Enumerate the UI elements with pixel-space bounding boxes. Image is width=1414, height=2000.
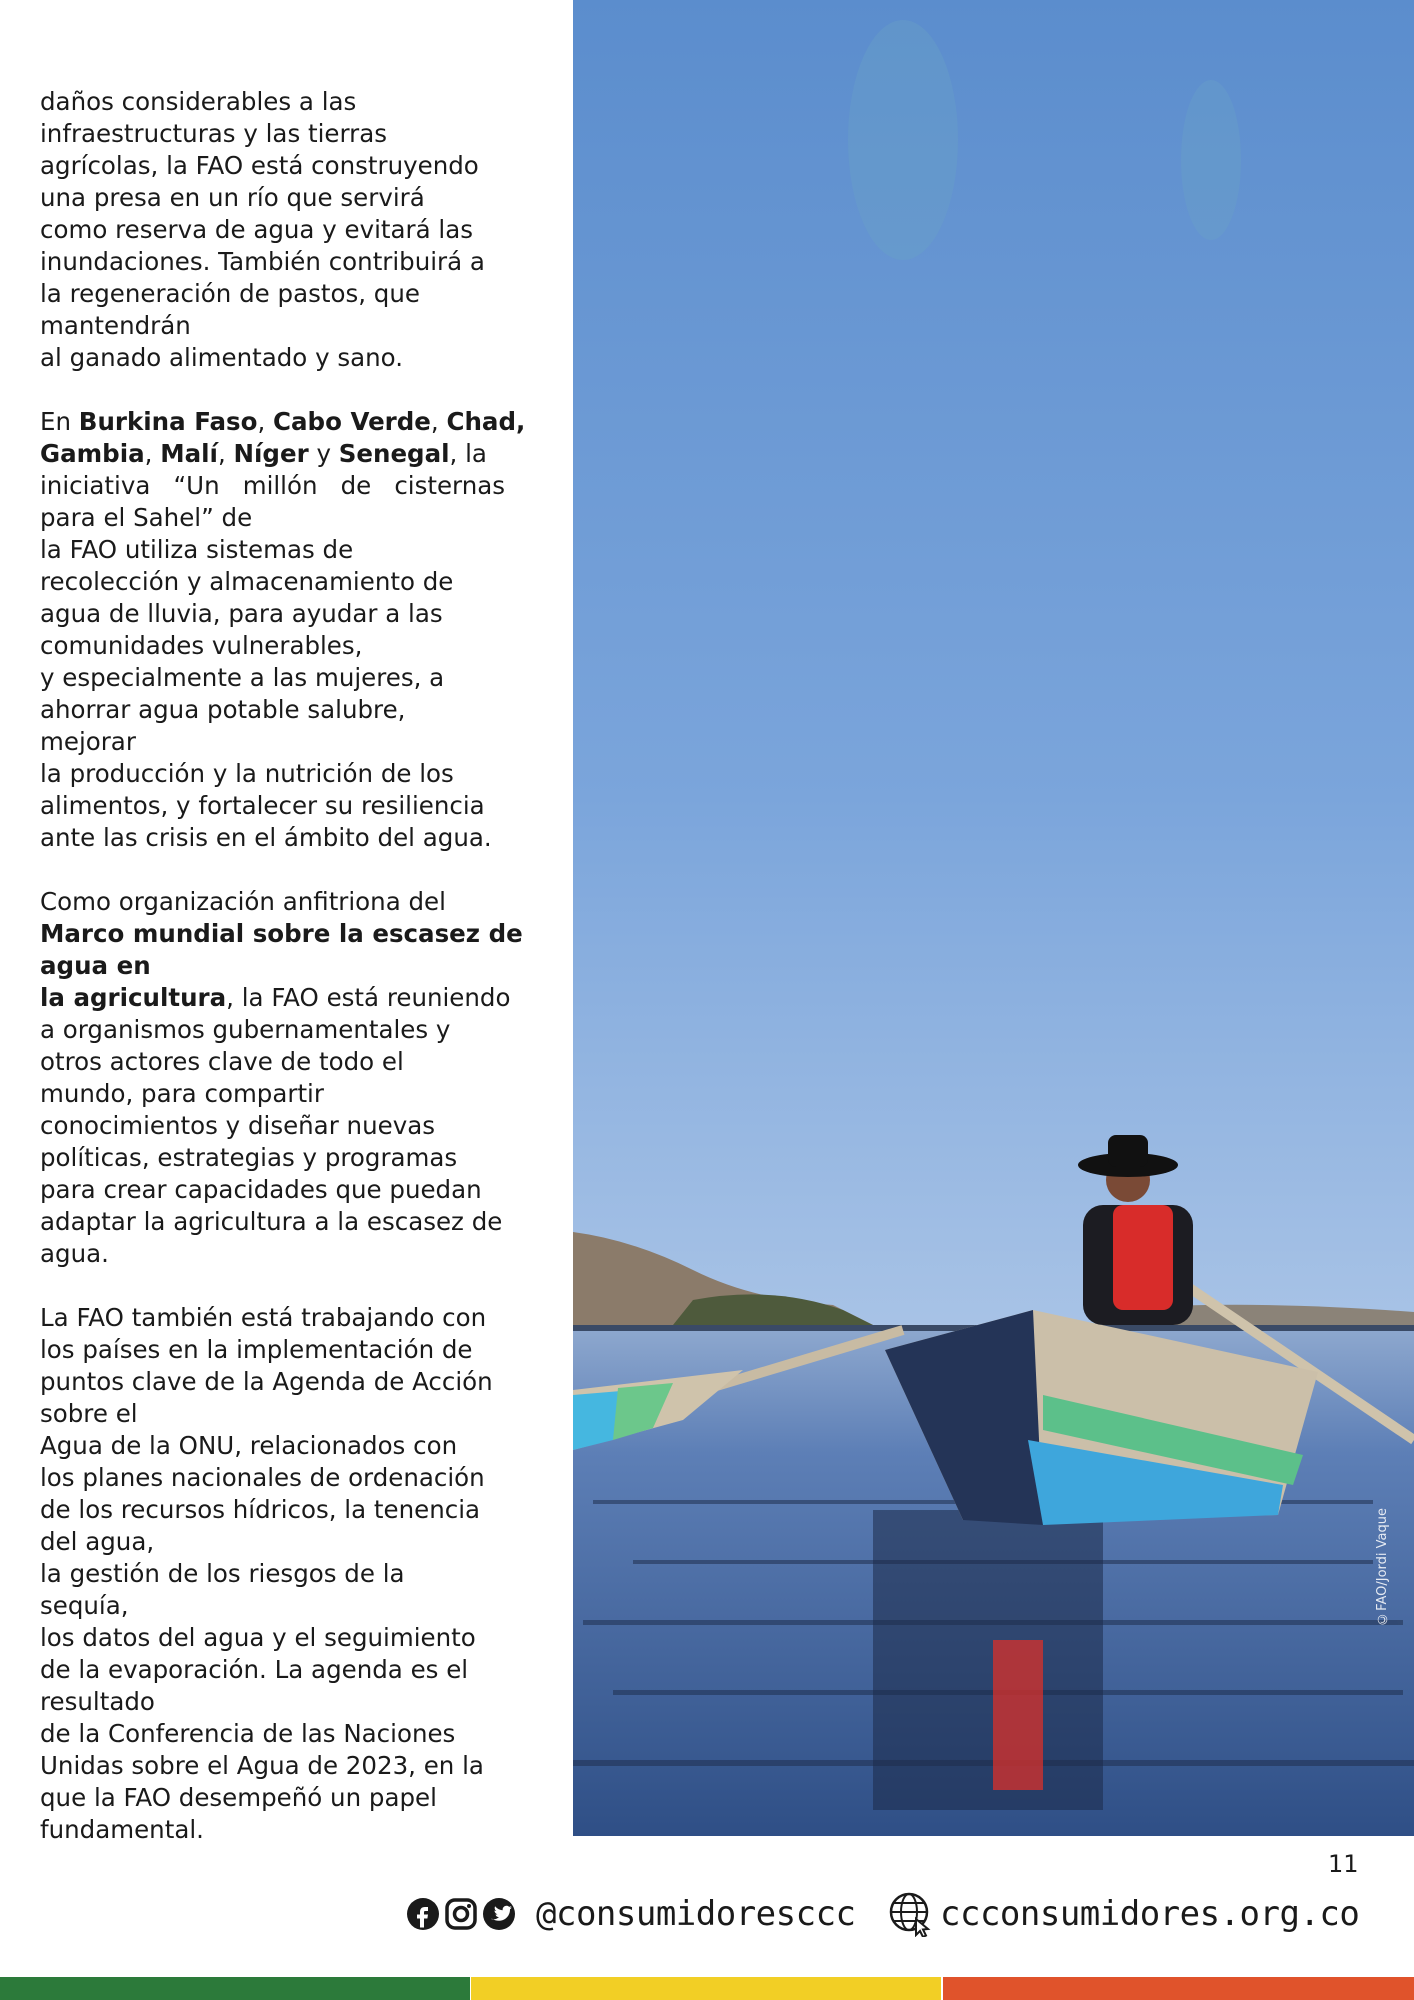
- bold-text: Cabo Verde: [273, 407, 431, 436]
- globe-cursor-icon[interactable]: [888, 1891, 934, 1937]
- text-run: iniciativa “Un millón de cisternas: [40, 471, 505, 500]
- text-line: [40, 86, 505, 118]
- text-run: daños considerables a las: [40, 87, 357, 116]
- lake-boat-photo: [573, 0, 1414, 1836]
- text-line: [40, 1782, 505, 1814]
- text-run: adaptar la agricultura a la escasez de: [40, 1207, 503, 1236]
- bold-text: agua en: [40, 951, 151, 980]
- text-run: resultado: [40, 1687, 155, 1716]
- text-run: ,: [144, 439, 161, 468]
- bold-text: Marco mundial sobre la escasez de: [40, 919, 523, 948]
- text-run: Agua de la ONU, relacionados con: [40, 1431, 458, 1460]
- text-run: inundaciones. También contribuirá a: [40, 247, 485, 276]
- text-run: políticas, estrategias y programas: [40, 1143, 458, 1172]
- twitter-icon[interactable]: [482, 1897, 516, 1931]
- bold-text: Malí: [160, 439, 218, 468]
- text-run: comunidades vulnerables,: [40, 631, 363, 660]
- text-line: [40, 534, 505, 566]
- text-line: [40, 566, 505, 598]
- text-run: ,: [430, 407, 447, 436]
- photo-illustration: [573, 0, 1414, 1836]
- text-run: ahorrar agua potable salubre,: [40, 695, 406, 724]
- text-run: infraestructuras y las tierras: [40, 119, 387, 148]
- text-line: [40, 342, 505, 374]
- bold-text: Chad,: [446, 407, 526, 436]
- text-run: los datos del agua y el seguimiento: [40, 1623, 476, 1652]
- facebook-icon[interactable]: [406, 1897, 440, 1931]
- text-run: La FAO también está trabajando con: [40, 1303, 487, 1332]
- text-line: [40, 1718, 505, 1750]
- text-line: [40, 1430, 505, 1462]
- text-run: mundo, para compartir: [40, 1079, 324, 1108]
- text-run: ,: [257, 407, 274, 436]
- text-run: Como organización anfitriona del: [40, 887, 446, 916]
- text-run: los planes nacionales de ordenación: [40, 1463, 485, 1492]
- text-line: [40, 1526, 505, 1558]
- text-run: alimentos, y fortalecer su resiliencia: [40, 791, 485, 820]
- text-run: y especialmente a las mujeres, a: [40, 663, 445, 692]
- text-run: Unidas sobre el Agua de 2023, en la: [40, 1751, 484, 1780]
- paragraph: [40, 1302, 505, 1846]
- paragraph: [40, 406, 526, 854]
- text-line: [40, 246, 505, 278]
- text-line: [40, 1302, 505, 1334]
- text-run: , la FAO está reuniendo: [226, 983, 511, 1012]
- text-run: sequía,: [40, 1591, 129, 1620]
- text-line: [40, 918, 523, 950]
- text-line: [40, 758, 505, 790]
- text-line: [40, 1366, 505, 1398]
- text-line: [40, 1174, 505, 1206]
- text-line: [40, 502, 505, 534]
- text-run: a organismos gubernamentales y: [40, 1015, 451, 1044]
- text-run: la gestión de los riesgos de la: [40, 1559, 405, 1588]
- text-line: [40, 406, 526, 438]
- text-line: [40, 1686, 505, 1718]
- text-line: [40, 1462, 505, 1494]
- text-run: agrícolas, la FAO está construyendo: [40, 151, 479, 180]
- text-line: [40, 822, 505, 854]
- text-run: otros actores clave de todo el: [40, 1047, 404, 1076]
- text-run: y: [308, 439, 339, 468]
- text-line: [40, 1110, 505, 1142]
- page-number: 11: [1328, 1850, 1359, 1878]
- social-handle[interactable]: @consumidoresccc: [536, 1894, 856, 1934]
- text-run: para el Sahel” de: [40, 503, 253, 532]
- text-run: una presa en un río que servirá: [40, 183, 425, 212]
- instagram-icon[interactable]: [444, 1897, 478, 1931]
- text-run: que la FAO desempeñó un papel: [40, 1783, 437, 1812]
- footer-social: [406, 1882, 856, 1946]
- text-run: de los recursos hídricos, la tenencia: [40, 1495, 481, 1524]
- text-line: [40, 1398, 505, 1430]
- text-line: [40, 1142, 505, 1174]
- bold-text: la agricultura: [40, 983, 227, 1012]
- text-run: al ganado alimentado y sano.: [40, 343, 404, 372]
- footer-stripe-red: [943, 1977, 1414, 2000]
- text-run: los países en la implementación de: [40, 1335, 473, 1364]
- text-line: [40, 150, 505, 182]
- text-line: [40, 598, 505, 630]
- text-line: [40, 278, 505, 310]
- text-line: [40, 886, 505, 918]
- text-line: [40, 214, 505, 246]
- text-line: [40, 1494, 505, 1526]
- text-run: la regeneración de pastos, que: [40, 279, 420, 308]
- photo-credit: ©FAO/Jordi Vaque: [1375, 1508, 1390, 1626]
- text-run: , la: [449, 439, 487, 468]
- text-run: fundamental.: [40, 1815, 204, 1844]
- text-line: [40, 1206, 505, 1238]
- text-run: sobre el: [40, 1399, 138, 1428]
- text-run: mejorar: [40, 727, 136, 756]
- text-line: [40, 1558, 505, 1590]
- text-line: [40, 118, 505, 150]
- bold-text: Senegal: [338, 439, 450, 468]
- text-line: [40, 982, 511, 1014]
- text-line: [40, 470, 505, 502]
- text-run: la FAO utiliza sistemas de: [40, 535, 354, 564]
- text-run: del agua,: [40, 1527, 155, 1556]
- text-line: [40, 1750, 505, 1782]
- text-line: [40, 1078, 505, 1110]
- text-line: [40, 1334, 505, 1366]
- text-line: [40, 694, 505, 726]
- text-run: puntos clave de la Agenda de Acción: [40, 1367, 493, 1396]
- footer-website: [888, 1882, 1359, 1946]
- text-line: [40, 1654, 505, 1686]
- body-text-column: [40, 86, 526, 1878]
- text-line: [40, 310, 505, 342]
- text-line: [40, 630, 505, 662]
- text-run: mantendrán: [40, 311, 191, 340]
- text-run: para crear capacidades que puedan: [40, 1175, 482, 1204]
- bold-text: Burkina Faso: [78, 407, 258, 436]
- text-run: como reserva de agua y evitará las: [40, 215, 473, 244]
- text-run: conocimientos y diseñar nuevas: [40, 1111, 435, 1140]
- text-line: [40, 950, 505, 982]
- text-line: [40, 790, 505, 822]
- text-line: [40, 182, 505, 214]
- text-run: de la Conferencia de las Naciones: [40, 1719, 456, 1748]
- text-line: [40, 438, 505, 470]
- text-run: agua.: [40, 1239, 109, 1268]
- text-run: ,: [217, 439, 234, 468]
- bold-text: Gambia: [40, 439, 145, 468]
- footer-stripe-green: [0, 1977, 470, 2000]
- text-line: [40, 1622, 505, 1654]
- text-run: la producción y la nutrición de los: [40, 759, 454, 788]
- text-line: [40, 662, 505, 694]
- text-line: [40, 1590, 505, 1622]
- text-line: [40, 1046, 505, 1078]
- paragraph: [40, 886, 523, 1270]
- text-line: [40, 726, 505, 758]
- text-run: ante las crisis en el ámbito del agua.: [40, 823, 492, 852]
- footer-stripe-yellow: [471, 1977, 941, 2000]
- text-run: recolección y almacenamiento de: [40, 567, 454, 596]
- text-run: En: [40, 407, 79, 436]
- text-line: [40, 1238, 505, 1270]
- website-link[interactable]: ccconsumidores.org.co: [940, 1894, 1360, 1934]
- text-run: agua de lluvia, para ayudar a las: [40, 599, 443, 628]
- text-line: [40, 1814, 505, 1846]
- text-line: [40, 1014, 505, 1046]
- bold-text: Níger: [233, 439, 309, 468]
- text-run: de la evaporación. La agenda es el: [40, 1655, 469, 1684]
- paragraph: [40, 86, 505, 374]
